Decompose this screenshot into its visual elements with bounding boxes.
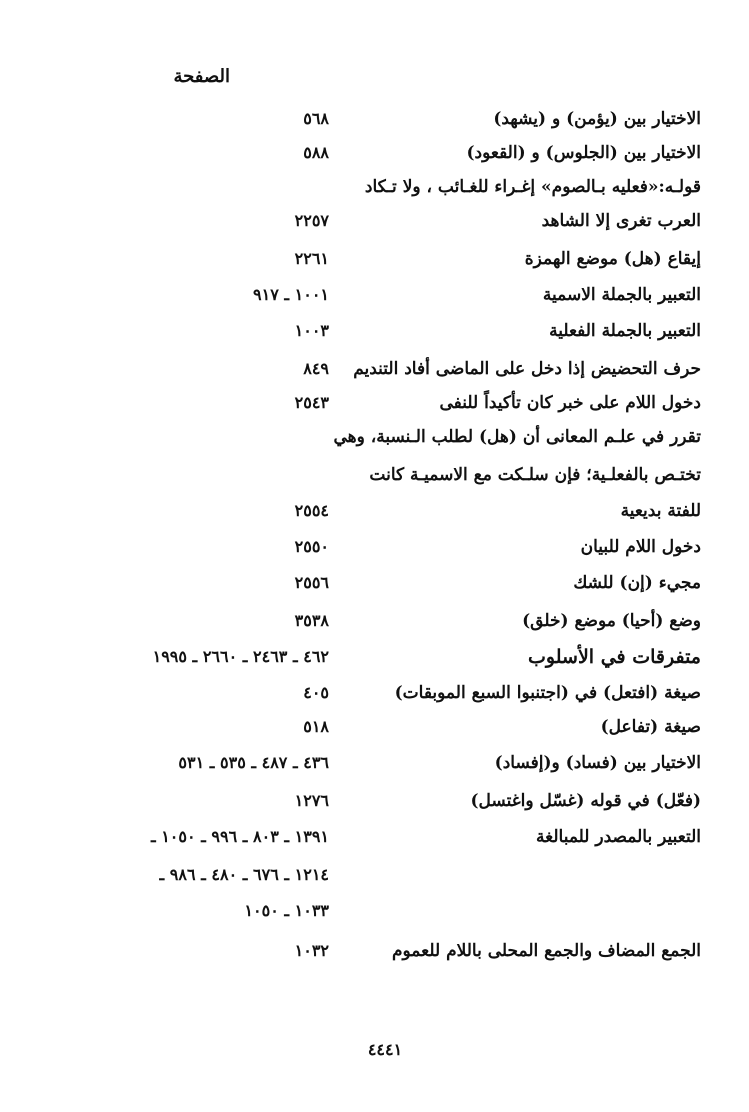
page-refs: ٣٥٣٨ — [294, 611, 329, 630]
entry-text: صيغة (افتعل) في (اجتنبوا السبع الموبقات) — [394, 683, 701, 703]
entry-text: للفتة بديعية — [620, 501, 701, 521]
entry-text: الاختيار بين (فساد) و(إفساد) — [494, 753, 701, 773]
entry-text: العرب تغرى إلا الشاهد — [541, 211, 701, 231]
index-row — [0, 676, 749, 710]
index-row — [0, 352, 749, 386]
page-refs: ١٠٠٣ — [294, 321, 329, 340]
page-refs: ٤٣٦ ـ ٤٨٧ ـ ٥٣٥ ـ ٥٣١ — [178, 753, 329, 772]
index-row — [0, 858, 749, 892]
page-refs: ٢٥٥٠ — [294, 537, 329, 556]
section-heading: متفرقات في الأسلوب — [528, 646, 701, 668]
index-row — [0, 278, 749, 312]
entry-text: التعبير بالمصدر للمبالغة — [536, 827, 701, 847]
page-refs: ١٢٧٦ — [294, 791, 329, 810]
page-refs: ١٠٣٣ ـ ١٠٥٠ — [244, 901, 329, 920]
index-row — [0, 710, 749, 744]
entry-text: إيقاع (هل) موضع الهمزة — [524, 249, 701, 269]
entry-text: تختـص بالفعلـية؛ فإن سلـكت مع الاسميـة كانت — [369, 465, 701, 485]
index-row — [0, 458, 749, 492]
index-row — [0, 494, 749, 528]
index-row — [0, 784, 749, 818]
index-row — [0, 204, 749, 238]
index-row — [0, 640, 749, 674]
entry-text: الاختيار بين (الجلوس) و (القعود) — [466, 143, 701, 163]
entry-text: (فعّل) في قوله (غسّل واغتسل) — [470, 791, 701, 811]
entry-text: التعبير بالجملة الاسمية — [542, 285, 701, 305]
index-row — [0, 566, 749, 600]
index-row — [0, 746, 749, 780]
page-refs: ٥١٨ — [303, 717, 329, 736]
page-refs: ٢٥٤٣ — [294, 393, 329, 412]
page-refs: ١٣٩١ ـ ٨٠٣ ـ ٩٩٦ ـ ١٠٥٠ ـ — [150, 827, 329, 846]
page-refs: ١٠٣٢ — [294, 941, 329, 960]
index-row — [0, 386, 749, 420]
index-row — [0, 314, 749, 348]
index-row — [0, 894, 749, 928]
page-refs: ٥٦٨ — [303, 109, 329, 128]
page-refs: ٤٠٥ — [303, 683, 329, 702]
page-refs: ١٠٠١ ـ ٩١٧ — [253, 285, 329, 304]
page-refs: ٥٨٨ — [303, 143, 329, 162]
entry-text: التعبير بالجملة الفعلية — [549, 321, 701, 341]
page-refs: ١٢١٤ ـ ٦٧٦ ـ ٤٨٠ ـ ٩٨٦ ـ — [159, 865, 329, 884]
entry-text: صيغة (تفاعل) — [600, 717, 701, 737]
index-row — [0, 604, 749, 638]
index-row — [0, 820, 749, 854]
page-refs: ٤٦٢ ـ ٢٤٦٣ ـ ٢٦٦٠ ـ ١٩٩٥ — [152, 647, 329, 666]
entry-text: الاختيار بين (يؤمن) و (يشهد) — [493, 109, 701, 129]
index-row — [0, 420, 749, 454]
page-refs: ٢٥٥٤ — [294, 501, 329, 520]
entry-text: حرف التحضيض إذا دخل على الماضى أفاد التنديم — [353, 359, 701, 379]
entry-text: وضع (أحيا) موضع (خلق) — [522, 611, 701, 631]
index-row — [0, 530, 749, 564]
page-column-header: الصفحة — [173, 66, 230, 87]
index-row — [0, 136, 749, 170]
page-refs: ٨٤٩ — [303, 359, 329, 378]
index-row — [0, 102, 749, 136]
index-row — [0, 934, 749, 968]
page-number: ٤٤٤١ — [367, 1040, 403, 1059]
page-refs: ٢٢٥٧ — [294, 211, 329, 230]
index-row — [0, 170, 749, 204]
entry-text: تقرر في علـم المعانى أن (هل) لطلب الـنسبة، وهي — [333, 427, 701, 447]
entry-text: مجيء (إن) للشك — [573, 573, 701, 593]
entry-text: دخول اللام على خبر كان تأكيداً للنفى — [439, 393, 701, 413]
entry-text: قولـه:«فعليه بـالصوم» إغـراء للغـائب ، ولا تـكاد — [364, 177, 701, 197]
index-row — [0, 242, 749, 276]
entry-text: دخول اللام للبيان — [580, 537, 701, 557]
page-refs: ٢٢٦١ — [294, 249, 329, 268]
page-refs: ٢٥٥٦ — [294, 573, 329, 592]
entry-text: الجمع المضاف والجمع المحلى باللام للعموم — [392, 941, 701, 961]
